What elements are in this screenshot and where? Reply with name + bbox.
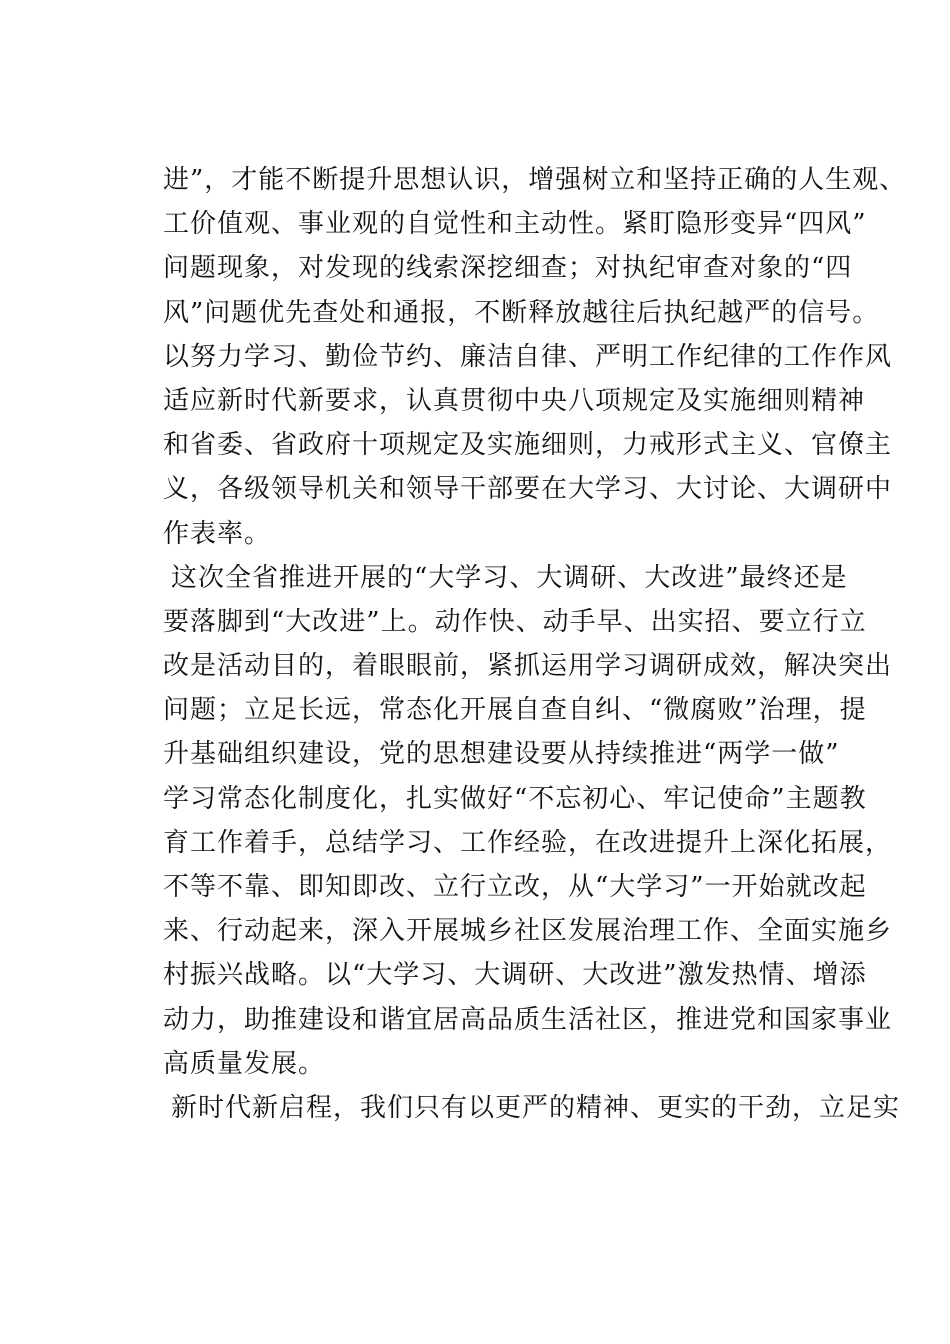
text-line: 村振兴战略。以“大学习、大调研、大改进”激发热情、增添: [163, 960, 867, 991]
text-line: 要落脚到“大改进”上。动作快、动手早、出实招、要立行立: [163, 606, 867, 637]
text-line: 以努力学习、勤俭节约、廉洁自律、严明工作纪律的工作作风: [163, 341, 893, 372]
text-line: 高质量发展。: [163, 1048, 326, 1079]
text-line: 学习常态化制度化，扎实做好“不忘初心、牢记使命”主题教: [163, 783, 867, 814]
text-line: 适应新时代新要求，认真贯彻中央八项规定及实施细则精神: [163, 385, 866, 416]
text-line: 工价值观、事业观的自觉性和主动性。紧盯隐形变异“四风”: [163, 209, 867, 240]
paragraph-start-line: 这次全省推进开展的“大学习、大调研、大改进”最终还是: [171, 562, 848, 593]
text-line: 升基础组织建设，党的思想建设要从持续推进“两学一做”: [163, 739, 840, 770]
text-line: 义，各级领导机关和领导干部要在大学习、大讨论、大调研中: [163, 474, 893, 505]
text-line: 进”，才能不断提升思想认识，增强树立和坚持正确的人生观、: [163, 165, 907, 195]
text-line: 动力，助推建设和谐宜居高品质生活社区，推进党和国家事业: [163, 1004, 893, 1035]
text-line: 问题；立足长远，常态化开展自查自纠、“微腐败”治理，提: [163, 695, 867, 726]
text-line: 作表率。: [163, 518, 272, 549]
text-line: 育工作着手，总结学习、工作经验，在改进提升上深化拓展，: [163, 827, 893, 858]
text-line: 来、行动起来，深入开展城乡社区发展治理工作、全面实施乡: [163, 916, 893, 947]
body-text: [163, 158, 907, 1130]
text-line: 风”问题优先查处和通报，不断释放越往后执纪越严的信号。: [163, 297, 880, 328]
paragraph-start-line: 新时代新启程，我们只有以更严的精神、更实的干劲，立足实: [171, 1092, 901, 1123]
text-line: 改是活动目的，着眼眼前，紧抓运用学习调研成效，解决突出: [163, 651, 893, 682]
text-line: 和省委、省政府十项规定及实施细则，力戒形式主义、官僚主: [163, 430, 893, 461]
text-line: 不等不靠、即知即改、立行立改，从“大学习”一开始就改起: [163, 872, 867, 902]
text-line: 问题现象，对发现的线索深挖细查；对执纪审查对象的“四: [163, 253, 853, 284]
